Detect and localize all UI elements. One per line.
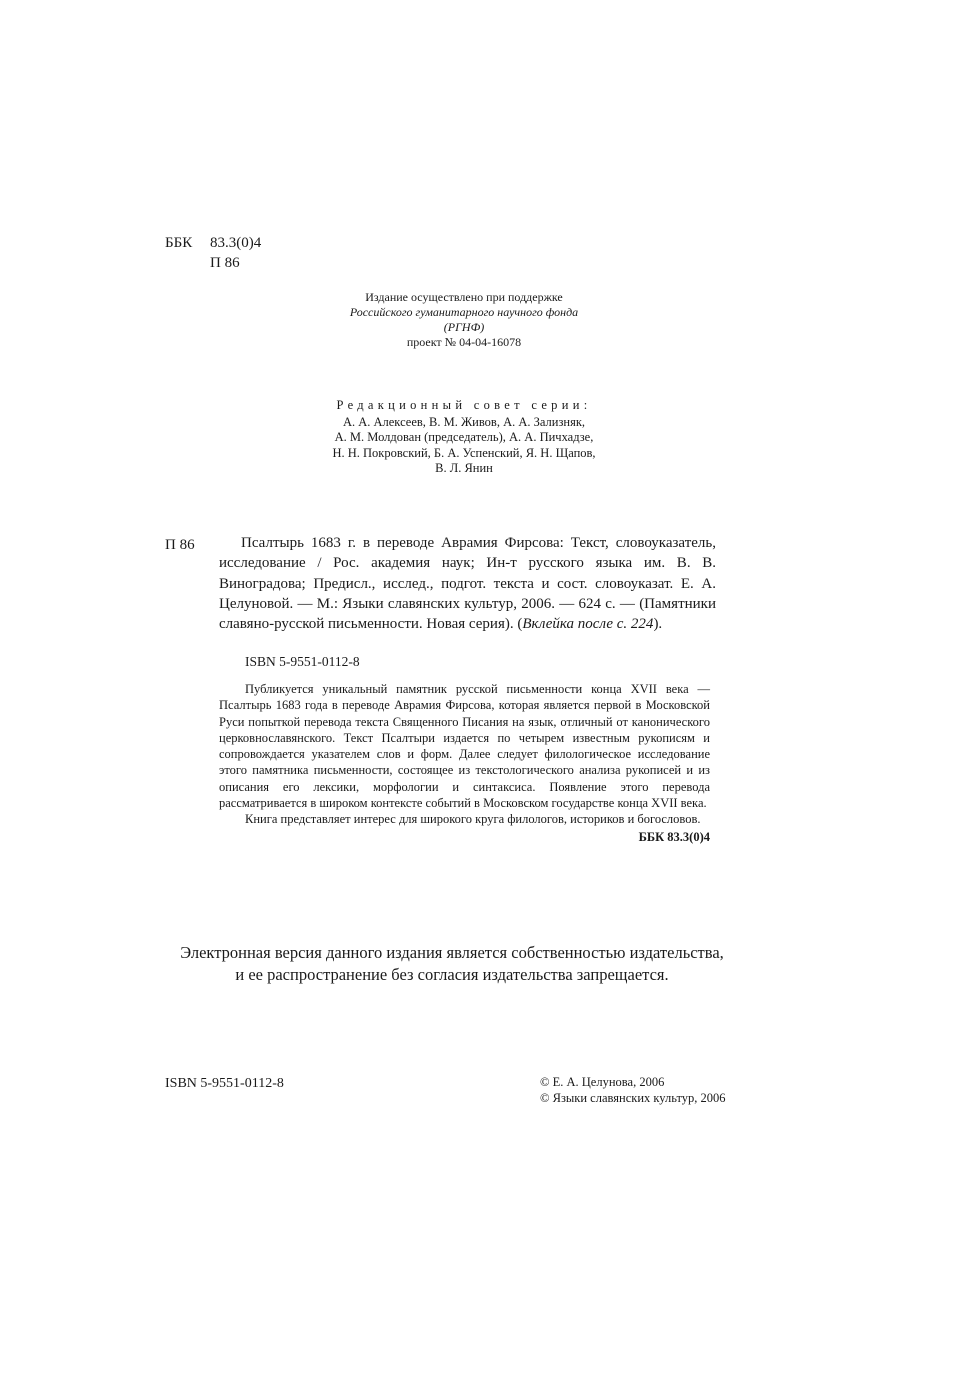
notice-line-1: Электронная версия данного издания является собственностью издательства, (180, 943, 724, 962)
support-line-3: (РГНФ) (443, 320, 485, 334)
footer-isbn: ISBN 5-9551-0112-8 (165, 1076, 284, 1091)
support-line-4: проект № 04-04-16078 (406, 335, 522, 349)
author-sign: П 86 (210, 255, 240, 271)
description-end: ). (653, 616, 663, 633)
annotation-paragraph-2: Книга представляет интерес для широкого круга филологов, историков и богословов. (245, 812, 701, 827)
insert-note: Вклейка после с. 224 (522, 616, 654, 633)
bbk-code: 83.3(0)4 (210, 235, 262, 251)
notice-line-2: и ее распространение без согласия издательства запрещается. (235, 965, 669, 984)
bbk-block (165, 233, 261, 273)
council-line: А. А. Алексеев, В. М. Живов, А. А. Зализняк, (342, 414, 586, 429)
copyright-author: © Е. А. Целунова, 2006 (540, 1075, 665, 1089)
catalog-isbn: ISBN 5-9551-0112-8 (245, 654, 360, 669)
council-line: А. М. Молдован (председатель), А. А. Пичхадзе, (334, 430, 594, 444)
annotation-paragraph-1: Публикуется уникальный памятник русской письменности конца XVII века — Псалтырь 1683 года в переводе Аврамия Фирсова, которая является первой в Московской Руси попыткой перевода текста Священного Писания на язык, отличный от канонического церковнославянского. Текст Псалтыри издается по четырем известным рукописям и сопровождается указателем слов и форм. Далее следует филологическое исследование этого памятника письменности, состоящее из текстологического анализа рукописей и из описания его лексики, морфологии и синтаксиса. Появление этого перевода рассматривается в широком контексте событий в Московском государстве конца XVII века. (219, 682, 710, 811)
bbk-label: ББК (165, 235, 193, 251)
support-line-2: Российского гуманитарного научного фонда (349, 305, 579, 319)
council-line: В. Л. Янин (435, 461, 493, 475)
electronic-version-notice (152, 942, 752, 986)
catalog-author-sign: П 86 (165, 537, 195, 553)
council-line: Н. Н. Покровский, Б. А. Успенский, Я. Н. Щапов, (332, 445, 596, 460)
annotation-bbk: ББК 83.3(0)4 (638, 829, 710, 844)
editorial-council (250, 398, 678, 477)
annotation (219, 681, 710, 845)
council-heading: Редакционный совет серии: (336, 398, 592, 412)
catalog-description (219, 533, 716, 634)
description-text: Псалтырь 1683 г. в переводе Аврамия Фирсова: Текст, словоуказатель, исследование / Рос. академия наук; Ин-т русского языка им. В. В. Виноградова; Предисл., исслед., подгот. текста и сост. словоуказат. Е. А. Целуновой. — М.: Языки славянских культур, 2006. — 624 с. — (Памятники славяно-русской письменности. Новая серия). ( (219, 535, 716, 633)
support-notice (250, 290, 678, 350)
support-line-1: Издание осуществлено при поддержке (365, 290, 563, 304)
copyright-publisher: © Языки славянских культур, 2006 (540, 1091, 726, 1105)
copyright-block (540, 1074, 726, 1106)
